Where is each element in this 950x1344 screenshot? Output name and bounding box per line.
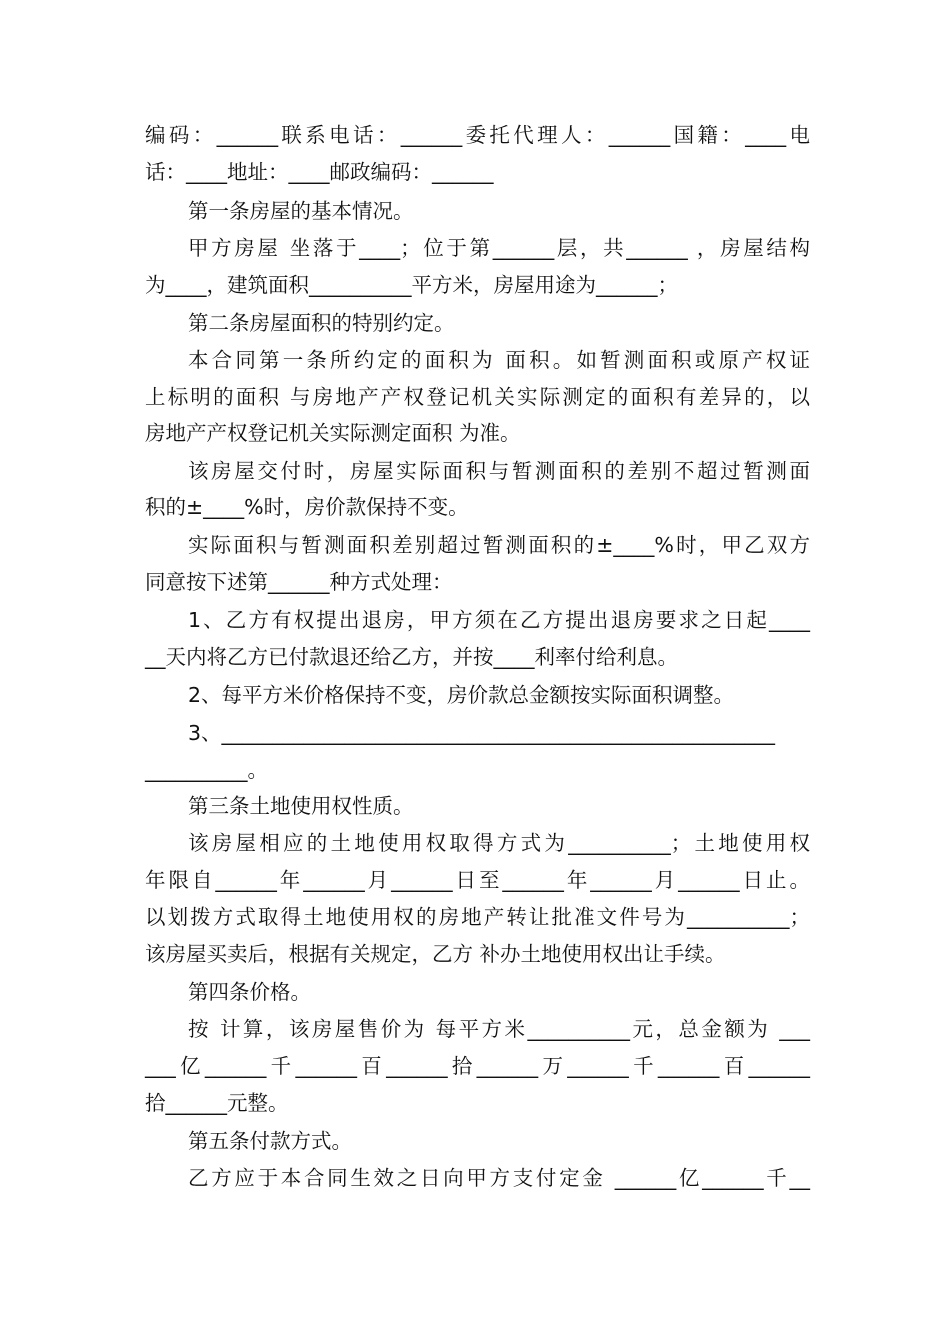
text-line: 房地产产权登记机关实际测定面积 为准。 bbox=[145, 421, 521, 445]
text-line: 话：____地址：____邮政编码：______ bbox=[145, 160, 494, 184]
text-line: 该房屋买卖后，根据有关规定，乙方 补办土地使用权出让手续。 bbox=[145, 942, 726, 966]
section-heading: 第一条房屋的基本情况。 bbox=[188, 199, 414, 223]
section-heading: 第二条房屋面积的特别约定。 bbox=[188, 311, 455, 335]
section-heading: 第四条价格。 bbox=[188, 980, 311, 1004]
text-line: __天内将乙方已付款退还给乙方，并按____利率付给利息。 bbox=[145, 645, 678, 669]
text-line: 甲方房屋 坐落于____；位于第______层，共______ ，房屋结构 bbox=[188, 236, 810, 260]
text-line: 为____，建筑面积__________平方米，房屋用途为______； bbox=[145, 273, 678, 297]
section-heading: 第三条土地使用权性质。 bbox=[188, 794, 414, 818]
text-line: __________。 bbox=[145, 758, 268, 782]
text-line: 以划拨方式取得土地使用权的房地产转让批准文件号为__________； bbox=[145, 905, 810, 929]
text-line: 该房屋相应的土地使用权取得方式为__________；土地使用权 bbox=[188, 831, 810, 855]
text-line: 本合同第一条所约定的面积为 面积。如暂测面积或原产权证 bbox=[188, 348, 810, 372]
text-line: 积的±____%时，房价款保持不变。 bbox=[145, 495, 469, 519]
text-line: 年限自______年______月______日至______年______月______日止。 bbox=[145, 868, 810, 892]
text-line: 编码：______联系电话：______委托代理人：______国籍：____电 bbox=[145, 123, 810, 147]
text-line: 拾______元整。 bbox=[145, 1091, 289, 1115]
section-heading: 第五条付款方式。 bbox=[188, 1129, 352, 1153]
text-line: 实际面积与暂测面积差别超过暂测面积的±____%时，甲乙双方 bbox=[188, 533, 810, 557]
text-line: 上标明的面积 与房地产产权登记机关实际测定的面积有差异的，以 bbox=[145, 385, 810, 409]
text-line: 同意按下述第______种方式处理： bbox=[145, 570, 453, 594]
text-line: 乙方应于本合同生效之日向甲方支付定金 ______亿______千__ bbox=[188, 1166, 810, 1190]
text-line: 该房屋交付时，房屋实际面积与暂测面积的差别不超过暂测面 bbox=[188, 459, 810, 483]
list-item: 2、每平方米价格保持不变，房价款总金额按实际面积调整。 bbox=[188, 683, 735, 707]
list-item: 3、______________________________________________________ bbox=[188, 721, 776, 745]
text-line: 按 计算，该房屋售价为 每平方米__________元，总金额为 ___ bbox=[188, 1017, 810, 1041]
list-item: 1、乙方有权提出退房，甲方须在乙方提出退房要求之日起____ bbox=[188, 608, 810, 632]
text-line: ___亿______千______百______拾______万______千______百______ bbox=[145, 1054, 810, 1078]
